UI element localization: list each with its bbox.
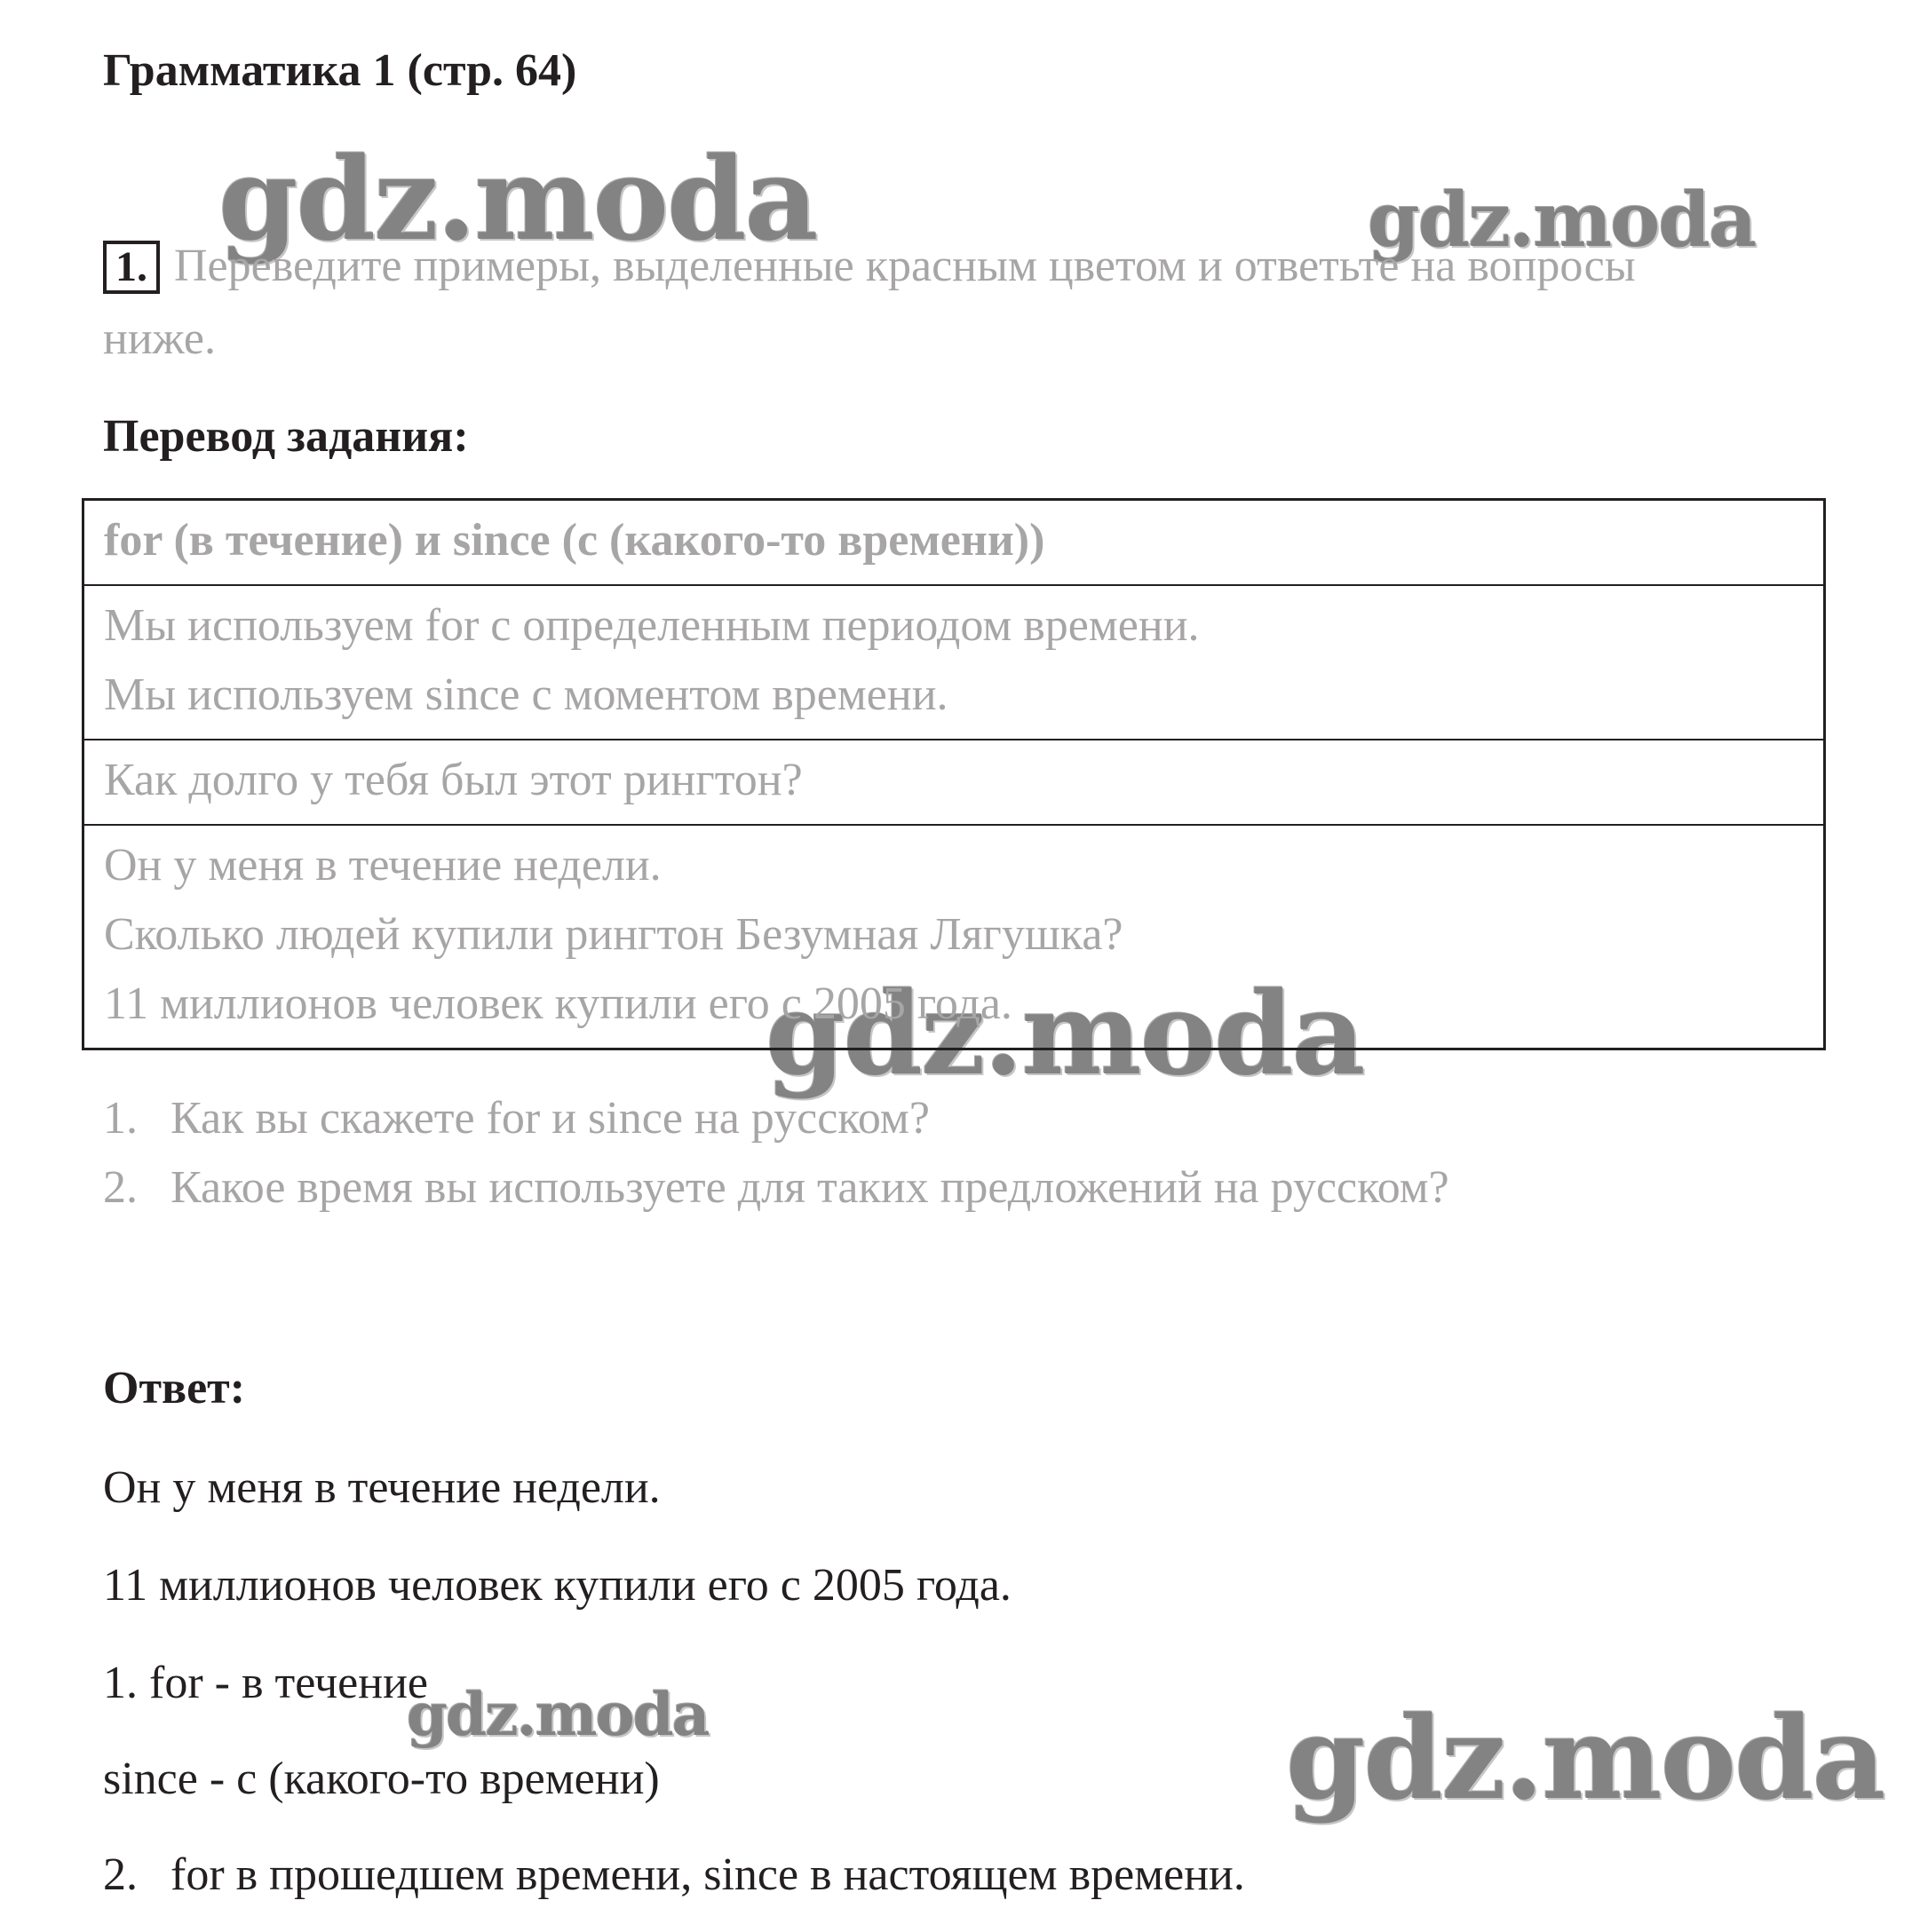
table-header-row [84, 501, 1823, 584]
question-number: 2. [103, 1162, 138, 1213]
table-rule-since: Мы используем since с моментом времени. [104, 669, 948, 720]
answer-heading: Ответ: [103, 1363, 246, 1413]
watermark: gdz.moda [1368, 176, 1756, 264]
task-text-line2: ниже. [103, 313, 216, 364]
answer-line: since - с (какого-то времени) [103, 1754, 660, 1804]
table-header: for (в течение) и since (с (какого-то времени)) [104, 515, 1045, 566]
answer-line: 11 миллионов человек купили его с 2005 года. [103, 1560, 1012, 1611]
watermark: gdz.moda [766, 968, 1364, 1101]
table-example-answer-2: 11 миллионов человек купили его с 2005 года. [104, 978, 1012, 1029]
table-question: Как долго у тебя был этот рингтон? [104, 755, 803, 805]
translation-heading: Перевод задания: [103, 411, 469, 462]
table-rule-for: Мы используем for с определенным периодом времени. [104, 600, 1200, 651]
table-example-question: Сколько людей купили рингтон Безумная Лягушка? [104, 909, 1123, 960]
watermark: gdz.moda [1286, 1692, 1884, 1825]
watermark: gdz.moda [218, 133, 817, 266]
page-title: Грамматика 1 (стр. 64) [103, 45, 577, 96]
answer-number: 2. [103, 1849, 138, 1900]
question-number: 1. [103, 1093, 138, 1144]
answer-text: for в прошедшем времени, since в настоящем времени. [171, 1849, 1245, 1900]
watermark: gdz.moda [407, 1680, 709, 1749]
question-item-2 [103, 1161, 1449, 1214]
table-question-row [84, 739, 1823, 824]
table-examples-row [84, 824, 1823, 1048]
task-number: 1. [103, 241, 160, 294]
task-text-line1: Переведите примеры, выделенные красным цветом и ответьте на вопросы [174, 241, 1636, 291]
question-item-1 [103, 1092, 930, 1144]
task-instruction [103, 240, 1636, 294]
question-text: Как вы скажете for и since на русском? [171, 1093, 930, 1144]
translation-table [82, 498, 1826, 1050]
question-text: Какое время вы используете для таких предложений на русском? [171, 1162, 1449, 1213]
table-example-answer: Он у меня в течение недели. [104, 840, 662, 891]
table-rules-row [84, 584, 1823, 739]
answer-line: Он у меня в течение недели. [103, 1462, 661, 1513]
answer-line: 1. for - в течение [103, 1658, 428, 1708]
answer-line [103, 1849, 1245, 1901]
